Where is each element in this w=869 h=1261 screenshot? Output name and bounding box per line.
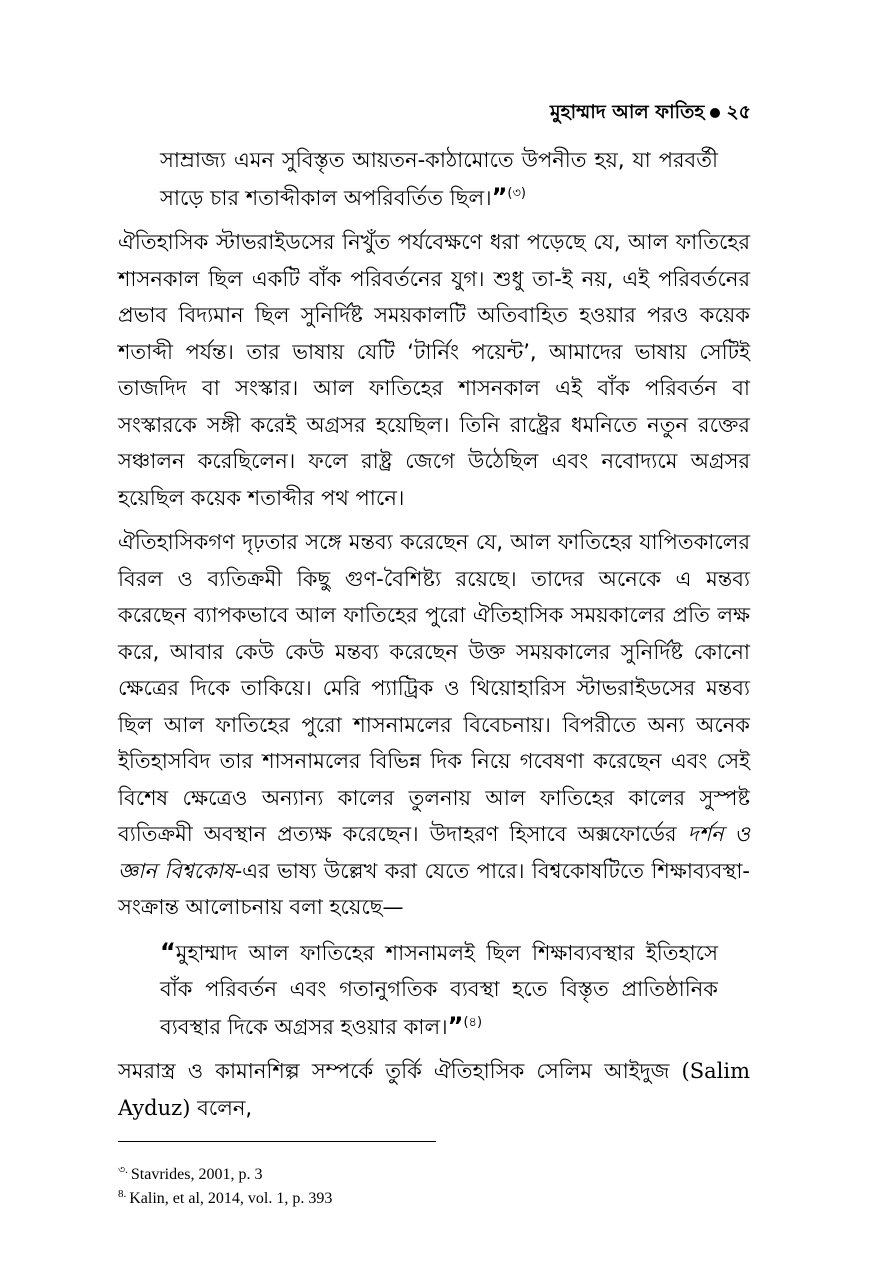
page-number: ২৫ [726, 101, 751, 123]
footnote-mark: 8. [118, 1187, 127, 1200]
paragraph-2-text-a: ঐতিহাসিকগণ দৃঢ়তার সঙ্গে মন্তব্য করেছেন যে, আল ফাতিহের যাপিতকালের বিরল ও ব্যতিক্রমী কিছু গুণ-বৈশিষ্ট্য রয়েছে। তাদের অনেকে এ মন্তব্য করেছেন ব্যাপকভাবে আল ফাতিহের পুরো ঐতিহাসিক সময়কালের প্রতি লক্ষ করে, আবার কেউ কেউ মন্তব্য করেছেন উক্ত সময়কালের সুনির্দিষ্ট কোনো ক্ষেত্রের দিকে তাকিয়ে। মেরি প্যাট্রিক ও থিয়োহারিস স্টাভরাইডসের মন্তব্য ছিল আল ফাতিহের পুরো শাসনামলের বিবেচনায়। বিপরীতে অন্য অনেক ইতিহাসবিদ তার শাসনামলের বিভিন্ন দিক নিয়ে গবেষণা করেছেন এবং সেই বিশেষ ক্ষেত্রেও অন্যান্য কালের তুলনায় আল ফাতিহের কালের সুস্পষ্ট ব্যতিক্রমী অবস্থান প্রত্যক্ষ করেছেন। উদাহরণ হিসাবে অক্সফোর্ডের [118, 530, 750, 846]
footnote-text: Kalin, et al, 2014, vol. 1, p. 393 [129, 1190, 333, 1207]
quote-1-text: সাম্রাজ্য এমন সুবিস্তৃত আয়তন-কাঠামোতে উপনীত হয়, যা পরবর্তী সাড়ে চার শতাব্দীকাল অপরিবর্তিত ছিল। [160, 148, 718, 210]
footnote-item [118, 1187, 332, 1211]
block-quote-1 [160, 142, 718, 216]
header-title: মুহাম্মাদ আল ফাতিহ [550, 101, 705, 123]
quote-2-close-mark: ” [447, 1011, 464, 1040]
footnote-ref-4[interactable]: (৪) [463, 1014, 483, 1030]
footnote-text: Stavrides, 2001, p. 3 [130, 1166, 263, 1183]
paragraph-3-text-a: সমরাস্ত্র ও কামানশিল্প সম্পর্কে তুর্কি ঐতিহাসিক সেলিম আইদুজ [118, 1059, 682, 1083]
encyclopedia-title: দর্শন ও জ্ঞান বিশ্বকোষ [118, 822, 750, 883]
quote-2-text: মুহাম্মাদ আল ফাতিহের শাসনামলই ছিল শিক্ষাব্যবস্থার ইতিহাসে বাঁক পরিবর্তন এবং গতানুগতিক ব্যবস্থা হতে বিস্তৃত প্রাতিষ্ঠানিক ব্যবস্থার দিকে অগ্রসর হওয়ার কাল। [160, 940, 718, 1039]
running-header [550, 98, 751, 130]
paragraph-2-text-b: -এর ভাষ্য উল্লেখ করা যেতে পারে। বিশ্বকোষটিতে শিক্ষাব্যবস্থা-সংক্রান্ত আলোচনায় বলা হয়েছে— [118, 858, 750, 919]
footnote-ref-3[interactable]: (৩) [507, 185, 527, 201]
footnote-item [118, 1163, 332, 1187]
paragraph-1: ঐতিহাসিক স্টাভরাইডসের নিখুঁত পর্যবেক্ষণে ধরা পড়েছে যে, আল ফাতিহের শাসনকাল ছিল একটি বাঁক পরিবর্তনের যুগ। শুধু তা-ই নয়, এই পরিবর্তনের প্রভাব বিদ্যমান ছিল সুনির্দিষ্ট সময়কালটি অতিবাহিত হওয়ার পরও কয়েক শতাব্দী পর্যন্ত। তার ভাষায় যেটি ‘টার্নিং পয়েন্ট’, আমাদের ভাষায় সেটিই তাজদিদ বা সংস্কার। আল ফাতিহের শাসনকাল এই বাঁক পরিবর্তন বা সংস্কারকে সঙ্গী করেই অগ্রসর হয়েছিল। তিনি রাষ্ট্রের ধমনিতে নতুন রক্তের সঞ্চালন করেছিলেন। ফলে রাষ্ট্র জেগে উঠেছিল এবং নবোদ্যমে অগ্রসর হয়েছিল কয়েক শতাব্দীর পথ পানে। [118, 230, 750, 510]
latin-name: (Salim Ayduz) [118, 1059, 750, 1120]
footnotes [118, 1163, 332, 1211]
quote-2-open-mark: “ [160, 937, 176, 966]
bullet-dot-icon [710, 108, 720, 118]
page-body [118, 142, 750, 1134]
paragraph-2 [118, 524, 750, 926]
paragraph-3-text-b: বলেন, [190, 1095, 253, 1120]
quote-1-close-mark: ” [491, 182, 508, 211]
footnote-mark: ৩. [118, 1163, 128, 1176]
paragraph-3 [118, 1053, 750, 1126]
block-quote-2 [160, 934, 718, 1046]
footnote-divider [118, 1141, 436, 1142]
